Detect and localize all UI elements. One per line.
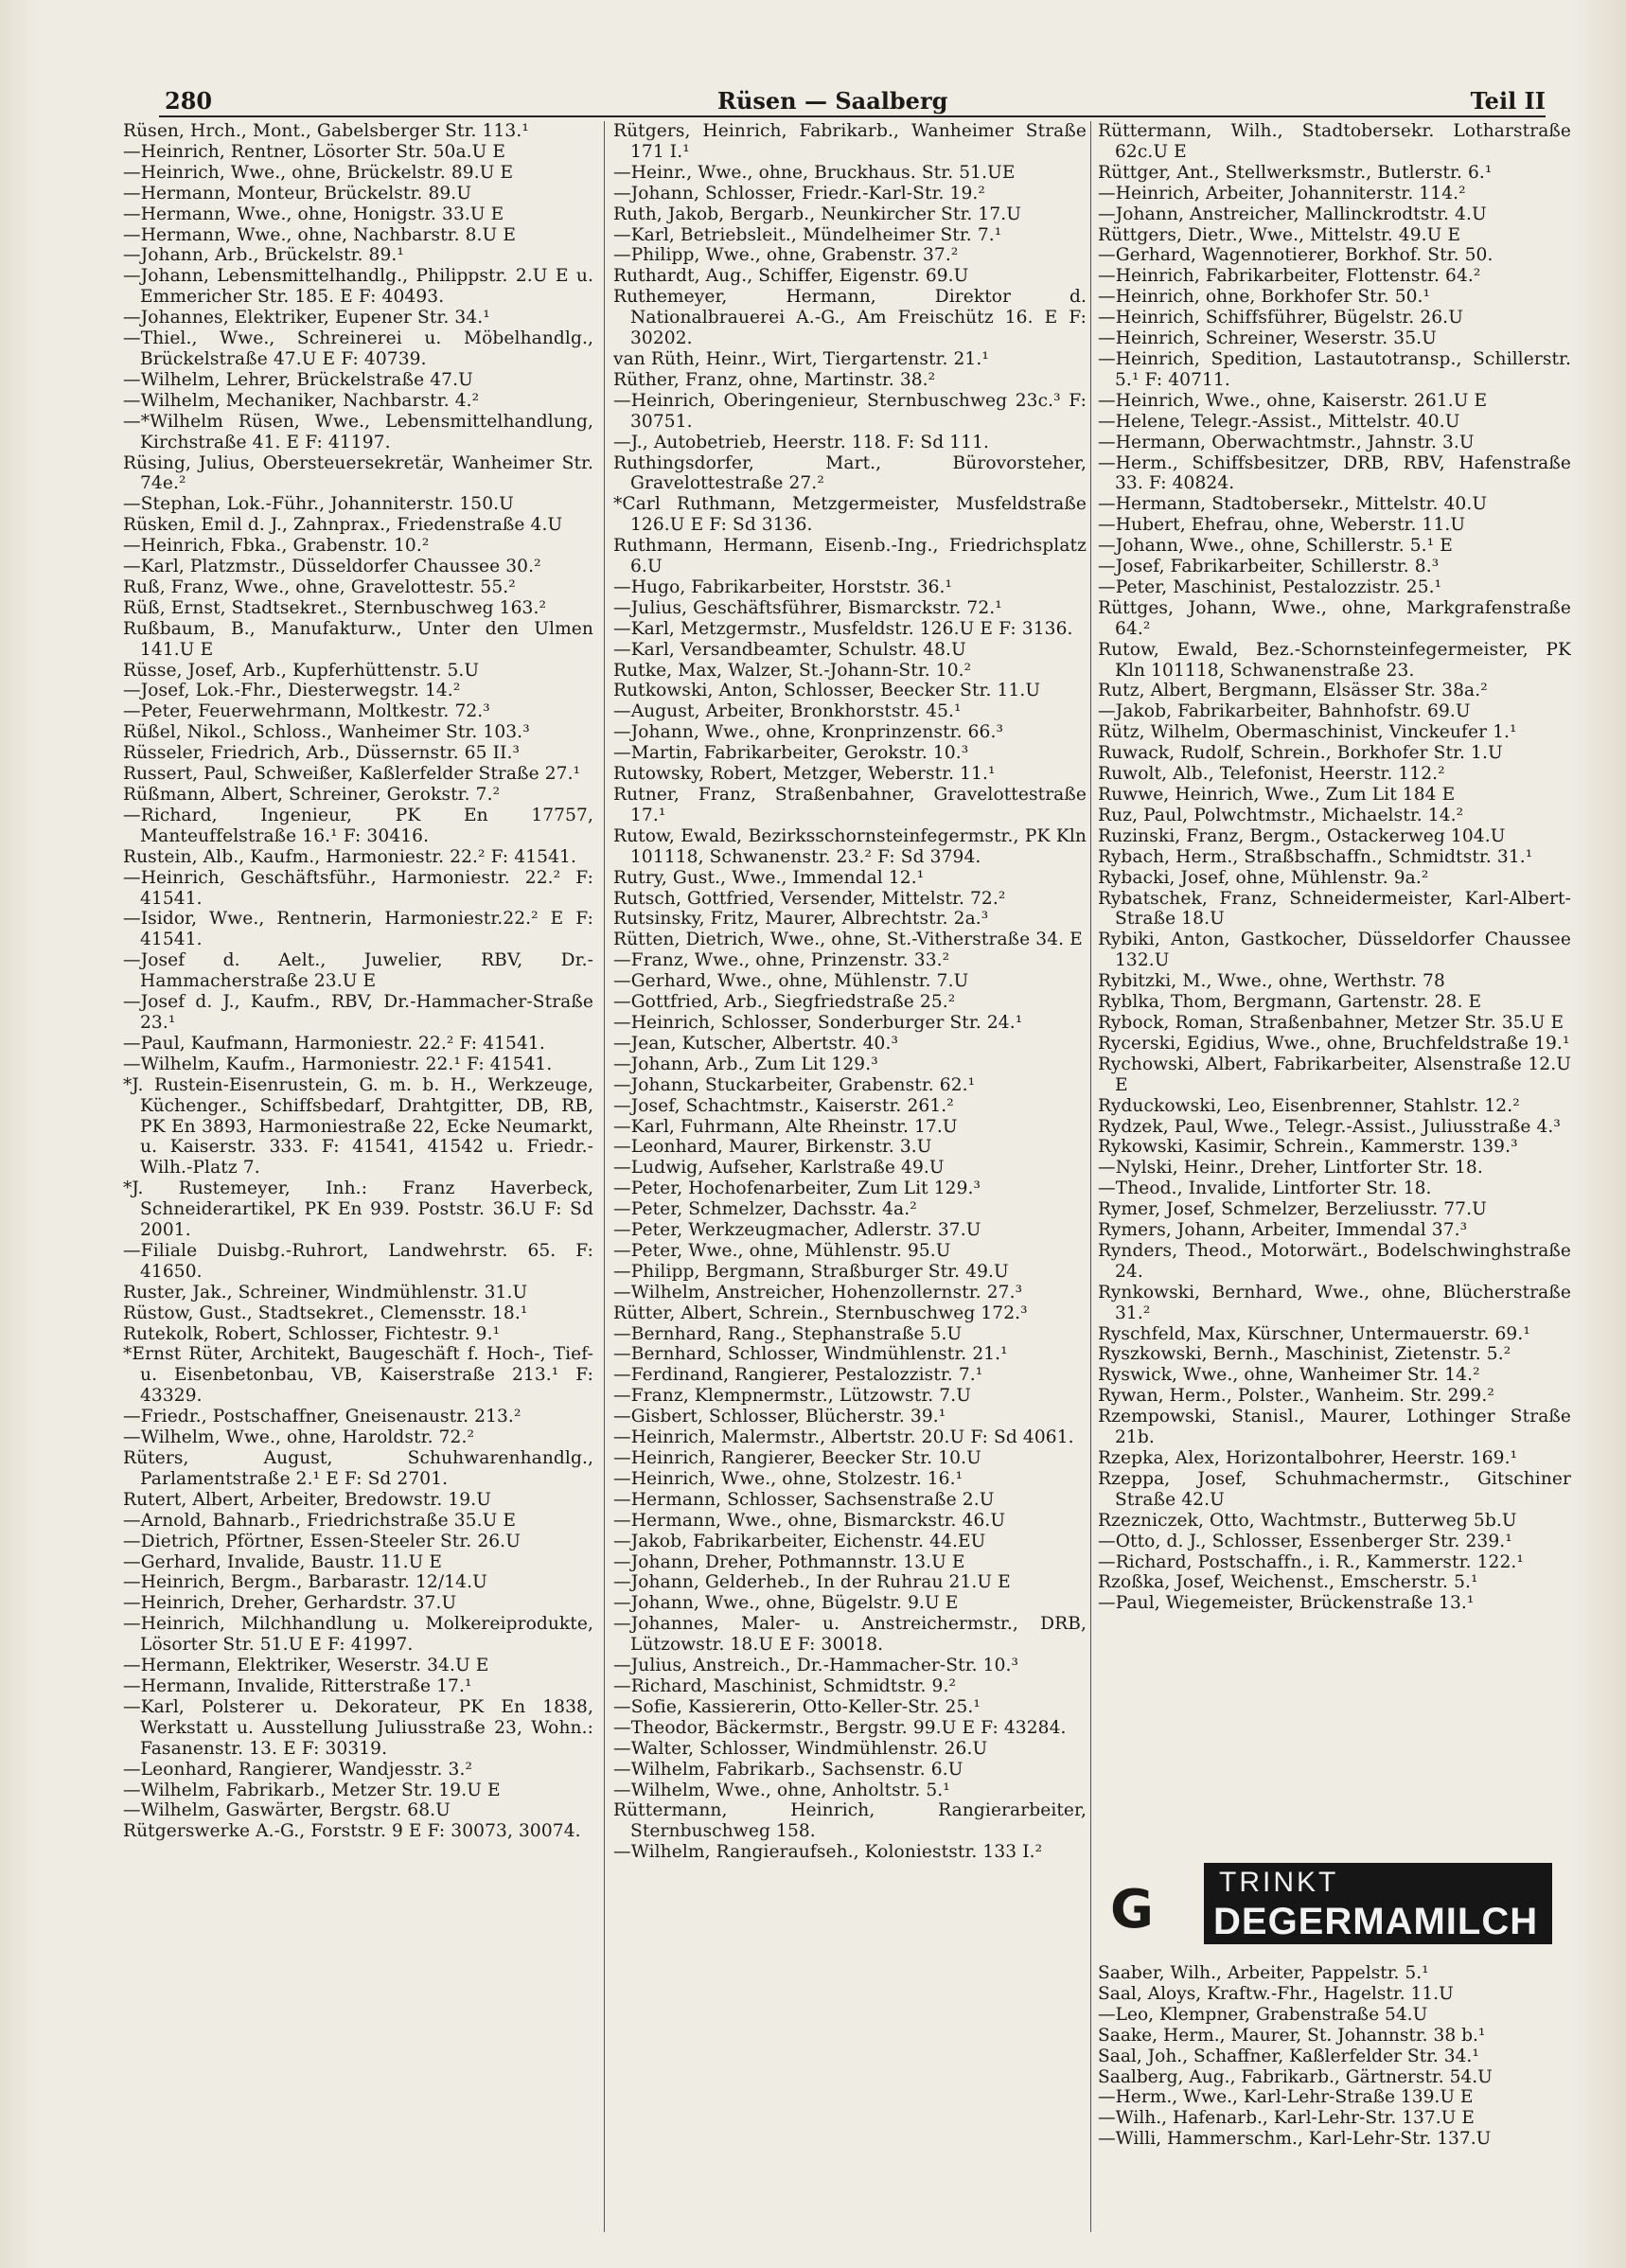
directory-entry: Ruwolt, Alb., Telefonist, Heerstr. 112.²	[1098, 764, 1445, 785]
directory-entry: Ruthmann, Hermann, Eisenb.-Ing., Friedrichsplatz 6.U	[613, 536, 1087, 577]
ad-line-2: DEGERMAMILCH	[1213, 1901, 1539, 1942]
directory-entry: —Arnold, Bahnarb., Friedrichstraße 35.U E	[123, 1510, 517, 1531]
directory-entry: Ryblka, Thom, Bergmann, Gartenstr. 28. E	[1098, 992, 1482, 1013]
directory-entry: —Jakob, Fabrikarbeiter, Bahnhofstr. 69.U	[1098, 701, 1471, 722]
directory-entry: —Wilhelm, Mechaniker, Nachbarstr. 4.²	[123, 390, 480, 411]
directory-entry: Ruthardt, Aug., Schiffer, Eigenstr. 69.U	[613, 266, 969, 287]
directory-entry: *Ernst Rüter, Architekt, Baugeschäft f. Hoch-, Tief- u. Eisenbetonbau, VB, Kaiserstraße 213.¹ F: 43329.	[123, 1344, 593, 1407]
directory-entry: —Johann, Gelderheb., In der Ruhrau 21.U E	[613, 1572, 1011, 1593]
directory-entry: Rynkowski, Bernhard, Wwe., ohne, Blücherstraße 31.²	[1098, 1282, 1571, 1323]
directory-entry: —Paul, Wiegemeister, Brückenstraße 13.¹	[1098, 1593, 1475, 1614]
directory-entry: Rutry, Gust., Wwe., Immendal 12.¹	[613, 867, 925, 888]
directory-entry: Ryszkowski, Bernh., Maschinist, Zietenstr. 5.²	[1098, 1344, 1511, 1365]
directory-entry: Rzeppa, Josef, Schuhmachermstr., Gitschiner Straße 42.U	[1098, 1468, 1571, 1510]
directory-entry: —Peter, Wwe., ohne, Mühlenstr. 95.U	[613, 1240, 951, 1261]
directory-entry: Rutsinsky, Fritz, Maurer, Albrechtstr. 2a.³	[613, 909, 989, 930]
directory-entry: Rutow, Ewald, Bezirksschornsteinfegermstr., PK Kln 101118, Schwanenstr. 23.² F: Sd 3794.	[613, 825, 1087, 867]
directory-entry: —Heinrich, ohne, Borkhofer Str. 50.¹	[1098, 287, 1431, 308]
directory-entry: Rybitzki, M., Wwe., ohne, Werthstr. 78	[1098, 971, 1445, 992]
directory-entry: Rutsch, Gottfried, Versender, Mittelstr. 72.²	[613, 888, 1006, 909]
directory-entry: —Heinrich, Schlosser, Sonderburger Str. 24.¹	[613, 1012, 1023, 1033]
directory-entry: —Heinrich, Rangierer, Beecker Str. 10.U	[613, 1448, 981, 1468]
directory-entry: —Bernhard, Rang., Stephanstraße 5.U	[613, 1323, 963, 1344]
ad-logo-icon: G	[1110, 1879, 1154, 1940]
directory-entry: —Martin, Fabrikarbeiter, Gerokstr. 10.³	[613, 743, 969, 764]
directory-entry: —Hermann, Oberwachtmstr., Jahnstr. 3.U	[1098, 432, 1475, 452]
directory-entry: —Karl, Versandbeamter, Schulstr. 48.U	[613, 639, 966, 660]
directory-entry: —Willi, Hammerschm., Karl-Lehr-Str. 137.U	[1098, 2129, 1492, 2150]
directory-entry: —Heinrich, Rentner, Lösorter Str. 50a.U E	[123, 141, 506, 162]
directory-entry: —Filiale Duisbg.-Ruhrort, Landwehrstr. 65. F: 41650.	[123, 1240, 593, 1282]
directory-entry: —Heinrich, Oberingenieur, Sternbuschweg 23c.³ F: 30751.	[613, 390, 1087, 432]
column-3-tail	[1098, 1963, 1571, 2150]
directory-entry: —Julius, Anstreich., Dr.-Hammacher-Str. 10.³	[613, 1656, 1019, 1676]
directory-entry: —Johann, Arb., Brückelstr. 89.¹	[123, 245, 404, 266]
directory-entry: Saal, Joh., Schaffner, Kaßlerfelder Str. 34.¹	[1098, 2046, 1479, 2066]
directory-entry: —Jean, Kutscher, Albertstr. 40.³	[613, 1033, 899, 1054]
directory-entry: —Peter, Hochofenarbeiter, Zum Lit 129.³	[613, 1178, 981, 1199]
directory-entry: Rutz, Albert, Bergmann, Elsässer Str. 38a.²	[1098, 681, 1488, 701]
directory-entry: Rüßmann, Albert, Schreiner, Gerokstr. 7.²	[123, 785, 501, 805]
directory-entry: *Carl Ruthmann, Metzgermeister, Musfeldstraße 126.U E F: Sd 3136.	[613, 494, 1087, 536]
directory-entry: Rüsing, Julius, Obersteuersekretär, Wanheimer Str. 74e.²	[123, 452, 593, 494]
directory-entry: —Heinrich, Milchhandlung u. Molkereiprodukte, Lösorter Str. 51.U E F: 41997.	[123, 1614, 593, 1656]
directory-entry: —Jakob, Fabrikarbeiter, Eichenstr. 44.EU	[613, 1531, 986, 1551]
directory-entry: —Johannes, Maler- u. Anstreichermstr., DRB, Lützowstr. 18.U E F: 30018.	[613, 1614, 1087, 1656]
directory-entry: Ryschfeld, Max, Kürschner, Untermauerstr. 69.¹	[1098, 1323, 1530, 1344]
directory-entry: Rütgers, Heinrich, Fabrikarb., Wanheimer Straße 171 I.¹	[613, 121, 1087, 162]
directory-entry: —Leo, Klempner, Grabenstraße 54.U	[1098, 2004, 1428, 2025]
directory-entry: —Gerhard, Wagennotierer, Borkhof. Str. 50.	[1098, 245, 1493, 266]
directory-entry: —Thiel., Wwe., Schreinerei u. Möbelhandlg., Brückelstraße 47.U E F: 40739.	[123, 328, 593, 369]
directory-entry: Rzoßka, Josef, Weichenst., Emscherstr. 5.¹	[1098, 1572, 1478, 1593]
directory-entry: —Heinrich, Wwe., ohne, Brückelstr. 89.U E	[123, 162, 514, 183]
directory-entry: —Wilhelm, Kaufm., Harmoniestr. 22.¹ F: 41541.	[123, 1054, 553, 1074]
directory-entry: Rybock, Roman, Straßenbahner, Metzer Str. 35.U E	[1098, 1012, 1564, 1033]
directory-entry: —Hermann, Elektriker, Weserstr. 34.U E	[123, 1656, 489, 1676]
directory-entry: —Nylski, Heinr., Dreher, Lintforter Str. 18.	[1098, 1158, 1483, 1178]
directory-entry: —Josef d. J., Kaufm., RBV, Dr.-Hammacher-Straße 23.¹	[123, 992, 593, 1033]
directory-entry: Ruthemeyer, Hermann, Direktor d. Nationalbrauerei A.-G., Am Freischütz 16. E F: 30202.	[613, 287, 1087, 349]
directory-entry: —Johann, Anstreicher, Mallinckrodtstr. 4.U	[1098, 204, 1487, 224]
directory-entry: —Theod., Invalide, Lintforter Str. 18.	[1098, 1178, 1432, 1199]
directory-entry: —Wilhelm, Wwe., ohne, Haroldstr. 72.²	[123, 1427, 475, 1448]
directory-entry: —Franz, Klempnermstr., Lützowstr. 7.U	[613, 1386, 972, 1407]
directory-entry: —Wilhelm, Gaswärter, Bergstr. 68.U	[123, 1800, 451, 1821]
directory-entry: —Johann, Wwe., ohne, Kronprinzenstr. 66.³	[613, 722, 1004, 743]
directory-entry: —Wilhelm, Fabrikarb., Sachsenstr. 6.U	[613, 1759, 963, 1780]
directory-entry: —Gerhard, Invalide, Baustr. 11.U E	[123, 1551, 443, 1572]
directory-entry: —Herm., Wwe., Karl-Lehr-Straße 139.U E	[1098, 2087, 1474, 2108]
directory-entry: Rutow, Ewald, Bez.-Schornsteinfegermeister, PK Kln 101118, Schwanenstraße 23.	[1098, 639, 1571, 681]
directory-entry: —Richard, Maschinist, Schmidtstr. 9.²	[613, 1675, 957, 1696]
page-range: Rüsen — Saalberg	[717, 87, 948, 115]
directory-entry: —Paul, Kaufmann, Harmoniestr. 22.² F: 41541.	[123, 1033, 545, 1054]
directory-entry: —Sofie, Kassiererin, Otto-Keller-Str. 25.¹	[613, 1696, 981, 1717]
directory-entry: —Hermann, Invalide, Ritterstraße 17.¹	[123, 1675, 472, 1696]
column-1	[123, 121, 593, 2232]
directory-entry: —Ferdinand, Rangierer, Pestalozzistr. 7.¹	[613, 1365, 983, 1386]
directory-entry: Rütgerswerke A.-G., Forststr. 9 E F: 30073, 30074.	[123, 1821, 581, 1842]
directory-entry: Rütter, Albert, Schrein., Sternbuschweg 172.³	[613, 1302, 1028, 1323]
directory-entry: —Helene, Telegr.-Assist., Mittelstr. 40.U	[1098, 411, 1460, 432]
directory-entry: Rüsken, Emil d. J., Zahnprax., Friedenstraße 4.U	[123, 515, 563, 536]
directory-entry: —Wilhelm, Rangieraufseh., Kolonieststr. 133 I.²	[613, 1842, 1043, 1863]
directory-entry: Rutner, Franz, Straßenbahner, Gravelottestraße 17.¹	[613, 785, 1087, 825]
directory-entry: —Philipp, Wwe., ohne, Grabenstr. 37.²	[613, 245, 959, 266]
directory-entry: —Heinrich, Bergm., Barbarastr. 12/14.U	[123, 1572, 487, 1593]
directory-entry: —Philipp, Bergmann, Straßburger Str. 49.U	[613, 1261, 1009, 1282]
directory-entry: *J. Rustemeyer, Inh.: Franz Haverbeck, Schneiderartikel, PK En 939. Poststr. 36.U F: Sd 2001.	[123, 1178, 593, 1241]
directory-entry: —*Wilhelm Rüsen, Wwe., Lebensmittelhandlung, Kirchstraße 41. E F: 41197.	[123, 411, 593, 452]
directory-entry: —Leonhard, Rangierer, Wandjesstr. 3.²	[123, 1759, 473, 1780]
directory-entry: —Wilhelm, Wwe., ohne, Anholtstr. 5.¹	[613, 1780, 950, 1800]
directory-entry: —Walter, Schlosser, Windmühlenstr. 26.U	[613, 1738, 988, 1759]
directory-entry: —Johann, Dreher, Pothmannstr. 13.U E	[613, 1551, 965, 1572]
directory-entry: —Josef, Schachtmstr., Kaiserstr. 261.²	[613, 1095, 954, 1116]
directory-entry: —Karl, Metzgermstr., Musfeldstr. 126.U E F: 3136.	[613, 618, 1073, 639]
directory-entry: —Heinrich, Schreiner, Weserstr. 35.U	[1098, 328, 1437, 349]
directory-entry: —Theodor, Bäckermstr., Bergstr. 99.U E F: 43284.	[613, 1717, 1067, 1738]
directory-entry: —Karl, Platzmstr., Düsseldorfer Chaussee 30.²	[123, 557, 541, 577]
directory-entry: Ruß, Franz, Wwe., ohne, Gravelottestr. 55.²	[123, 576, 516, 597]
directory-entry: —Karl, Polsterer u. Dekorateur, PK En 1838, Werkstatt u. Ausstellung Juliusstraße 23, Wohn.: Fasanenstr. 13. E F: 30319.	[123, 1696, 593, 1759]
directory-entry: —Heinrich, Wwe., ohne, Stolzestr. 16.¹	[613, 1468, 963, 1489]
directory-entry: —Hermann, Schlosser, Sachsenstraße 2.U	[613, 1489, 995, 1510]
directory-entry: Ryduckowski, Leo, Eisenbrenner, Stahlstr. 12.²	[1098, 1095, 1520, 1116]
directory-entry: —Hermann, Wwe., ohne, Bismarckstr. 46.U	[613, 1510, 1006, 1531]
directory-entry: Rüttgers, Dietr., Wwe., Mittelstr. 49.U E	[1098, 224, 1461, 245]
directory-entry: Ruz, Paul, Polwchtmstr., Michaelstr. 14.²	[1098, 805, 1464, 825]
directory-entry: Rybacki, Josef, ohne, Mühlenstr. 9a.²	[1098, 867, 1429, 888]
directory-entry: Rüters, August, Schuhwarenhandlg., Parlamentstraße 2.¹ E F: Sd 2701.	[123, 1448, 593, 1489]
directory-entry: —Heinrich, Geschäftsführ., Harmoniestr. 22.² F: 41541.	[123, 867, 593, 909]
page-number: 280	[165, 87, 213, 115]
directory-entry: —Gottfried, Arb., Siegfriedstraße 25.²	[613, 992, 956, 1013]
directory-entry: —Peter, Schmelzer, Dachsstr. 4a.²	[613, 1199, 917, 1220]
directory-entry: —Karl, Betriebsleit., Mündelheimer Str. 7.¹	[613, 224, 1002, 245]
directory-entry: —August, Arbeiter, Bronkhorststr. 45.¹	[613, 701, 962, 722]
directory-entry: —Peter, Werkzeugmacher, Adlerstr. 37.U	[613, 1220, 981, 1241]
directory-entry: Rutkowski, Anton, Schlosser, Beecker Str. 11.U	[613, 681, 1041, 701]
directory-entry: —Johannes, Elektriker, Eupener Str. 34.¹	[123, 308, 490, 328]
directory-entry: —Hermann, Stadtobersekr., Mittelstr. 40.U	[1098, 494, 1488, 515]
directory-entry: Rüttermann, Heinrich, Rangierarbeiter, Sternbuschweg 158.	[613, 1800, 1087, 1842]
degermamilch-ad	[1098, 1863, 1552, 1946]
directory-entry: Saalberg, Aug., Fabrikarb., Gärtnerstr. 54.U	[1098, 2066, 1493, 2087]
directory-entry: —Johann, Schlosser, Friedr.-Karl-Str. 19.²	[613, 183, 985, 204]
directory-entry: —Johann, Stuckarbeiter, Grabenstr. 62.¹	[613, 1074, 976, 1095]
directory-entry: —Heinr., Wwe., ohne, Bruckhaus. Str. 51.UE	[613, 162, 1016, 183]
directory-entry: —Bernhard, Schlosser, Windmühlenstr. 21.¹	[613, 1344, 1008, 1365]
directory-entry: —Gerhard, Wwe., ohne, Mühlenstr. 7.U	[613, 971, 969, 992]
directory-entry: —Heinrich, Wwe., ohne, Kaiserstr. 261.U E	[1098, 390, 1488, 411]
directory-entry: —Johann, Lebensmittelhandlg., Philippstr. 2.U E u. Emmericher Str. 185. E F: 40493.	[123, 266, 593, 308]
directory-entry: —Karl, Fuhrmann, Alte Rheinstr. 17.U	[613, 1116, 958, 1137]
page-part: Teil II	[1470, 87, 1546, 115]
directory-entry: Rybach, Herm., Straßbschaffn., Schmidtstr. 31.¹	[1098, 846, 1533, 867]
directory-entry: —Heinrich, Dreher, Gerhardstr. 37.U	[123, 1593, 457, 1614]
directory-entry: Rymer, Josef, Schmelzer, Berzeliusstr. 77.U	[1098, 1199, 1487, 1220]
directory-entry: Rutert, Albert, Arbeiter, Bredowstr. 19.U	[123, 1489, 491, 1510]
directory-entry: Rüßel, Nikol., Schloss., Wanheimer Str. 103.³	[123, 722, 530, 743]
directory-entry: —Wilhelm, Fabrikarb., Metzer Str. 19.U E	[123, 1780, 501, 1800]
directory-entry: —Hermann, Monteur, Brückelstr. 89.U	[123, 183, 472, 204]
directory-entry: Ruzinski, Franz, Bergm., Ostackerweg 104.U	[1098, 825, 1506, 846]
directory-entry: Rywan, Herm., Polster., Wanheim. Str. 299.²	[1098, 1386, 1494, 1407]
directory-entry: —Heinrich, Fabrikarbeiter, Flottenstr. 64.²	[1098, 266, 1481, 287]
directory-entry: Ruwack, Rudolf, Schrein., Borkhofer Str. 1.U	[1098, 743, 1503, 764]
directory-entry: Rüß, Ernst, Stadtsekret., Sternbuschweg 163.²	[123, 597, 547, 618]
page-header	[159, 87, 1546, 119]
directory-entry: Ryswick, Wwe., ohne, Wanheimer Str. 14.²	[1098, 1365, 1480, 1386]
directory-entry: Ruwwe, Heinrich, Wwe., Zum Lit 184 E	[1098, 785, 1456, 805]
directory-entry: —Wilh., Hafenarb., Karl-Lehr-Str. 137.U E	[1098, 2108, 1475, 2129]
directory-entry: Rüsse, Josef, Arb., Kupferhüttenstr. 5.U	[123, 660, 480, 681]
directory-entry: Rüttges, Johann, Wwe., ohne, Markgrafenstraße 64.²	[1098, 597, 1571, 639]
directory-entry: —Hubert, Ehefrau, ohne, Weberstr. 11.U	[1098, 515, 1466, 536]
directory-entry: —Hermann, Wwe., ohne, Honigstr. 33.U E	[123, 204, 504, 224]
directory-entry: Rüttger, Ant., Stellwerksmstr., Butlerstr. 6.¹	[1098, 162, 1493, 183]
directory-entry: —Hermann, Wwe., ohne, Nachbarstr. 8.U E	[123, 224, 517, 245]
directory-entry: Rüstow, Gust., Stadtsekret., Clemensstr. 18.¹	[123, 1302, 528, 1323]
directory-entry: Rydzek, Paul, Wwe., Telegr.-Assist., Juliusstraße 4.³	[1098, 1116, 1561, 1137]
directory-entry: —Leonhard, Maurer, Birkenstr. 3.U	[613, 1137, 932, 1158]
directory-entry: —Franz, Wwe., ohne, Prinzenstr. 33.²	[613, 950, 950, 971]
directory-entry: —Herm., Schiffsbesitzer, DRB, RBV, Hafenstraße 33. F: 40824.	[1098, 452, 1571, 494]
directory-entry: —Julius, Geschäftsführer, Bismarckstr. 72.¹	[613, 597, 1002, 618]
directory-entry: —Peter, Feuerwehrmann, Moltkestr. 72.³	[123, 701, 490, 722]
directory-entry: —J., Autobetrieb, Heerstr. 118. F: Sd 111.	[613, 432, 990, 452]
directory-entry: —Wilhelm, Anstreicher, Hohenzollernstr. 27.³	[613, 1282, 1023, 1302]
column-3	[1098, 121, 1571, 1853]
directory-entry: Saake, Herm., Maurer, St. Johannstr. 38 b.¹	[1098, 2025, 1486, 2046]
directory-entry: Rybiki, Anton, Gastkocher, Düsseldorfer Chaussee 132.U	[1098, 930, 1571, 971]
directory-entry: Rutke, Max, Walzer, St.-Johann-Str. 10.²	[613, 660, 972, 681]
directory-entry: Rynders, Theod., Motorwärt., Bodelschwinghstraße 24.	[1098, 1240, 1571, 1282]
directory-entry: —Josef, Fabrikarbeiter, Schillerstr. 8.³	[1098, 557, 1440, 577]
directory-entry: Rzempowski, Stanisl., Maurer, Lothinger Straße 21b.	[1098, 1407, 1571, 1448]
directory-entry: Saaber, Wilh., Arbeiter, Pappelstr. 5.¹	[1098, 1963, 1429, 1983]
directory-entry: Rybatschek, Franz, Schneidermeister, Karl-Albert-Straße 18.U	[1098, 888, 1571, 930]
directory-entry: Rüsseler, Friedrich, Arb., Düssernstr. 65 II.³	[123, 743, 521, 764]
directory-entry: Rutowsky, Robert, Metzger, Weberstr. 11.¹	[613, 764, 996, 785]
directory-entry: —Peter, Maschinist, Pestalozzistr. 25.¹	[1098, 576, 1442, 597]
directory-entry: Rustein, Alb., Kaufm., Harmoniestr. 22.² F: 41541.	[123, 846, 576, 867]
directory-entry: Rzezniczek, Otto, Wachtmstr., Butterweg 5b.U	[1098, 1510, 1517, 1531]
directory-entry: Rüttermann, Wilh., Stadtobersekr. Lotharstraße 62c.U E	[1098, 121, 1571, 162]
header-rule	[159, 115, 1546, 117]
directory-entry: Rzepka, Alex, Horizontalbohrer, Heerstr. 169.¹	[1098, 1448, 1518, 1468]
directory-entry: —Wilhelm, Lehrer, Brückelstraße 47.U	[123, 369, 473, 390]
directory-entry: Rycerski, Egidius, Wwe., ohne, Bruchfeldstraße 19.¹	[1098, 1033, 1570, 1054]
column-divider	[1090, 121, 1091, 2232]
directory-entry: Russert, Paul, Schweißer, Kaßlerfelder Straße 27.¹	[123, 764, 581, 785]
directory-entry: Rychowski, Albert, Fabrikarbeiter, Alsenstraße 12.U E	[1098, 1054, 1571, 1095]
directory-entry: Ruth, Jakob, Bergarb., Neunkircher Str. 17.U	[613, 204, 1022, 224]
directory-entry: —Heinrich, Fbka., Grabenstr. 10.²	[123, 536, 430, 557]
directory-entry: —Heinrich, Malermstr., Albertstr. 20.U F: Sd 4061.	[613, 1427, 1074, 1448]
directory-entry: *J. Rustein-Eisenrustein, G. m. b. H., Werkzeuge, Küchenger., Schiffsbedarf, Drahtgitter, DB, RB, PK En 3893, Harmoniestraße 22, Ecke Neumarkt, u. Kaiserstr. 333. F: 41541, 41542 u. Friedr.-Wilh.-Platz 7.	[123, 1074, 593, 1178]
directory-entry: —Ludwig, Aufseher, Karlstraße 49.U	[613, 1158, 945, 1178]
ad-line-1: TRINKT	[1219, 1867, 1339, 1898]
directory-entry: —Hugo, Fabrikarbeiter, Horststr. 36.¹	[613, 576, 953, 597]
directory-entry: Ruster, Jak., Schreiner, Windmühlenstr. 31.U	[123, 1282, 528, 1302]
directory-entry: Rüsen, Hrch., Mont., Gabelsberger Str. 113.¹	[123, 121, 529, 141]
directory-entry: Rütten, Dietrich, Wwe., ohne, St.-Vitherstraße 34. E	[613, 930, 1083, 950]
column-2	[613, 121, 1087, 2232]
directory-entry: Saal, Aloys, Kraftw.-Fhr., Hagelstr. 11.U	[1098, 1983, 1454, 2004]
directory-entry: —Otto, d. J., Schlosser, Essenberger Str. 239.¹	[1098, 1531, 1512, 1551]
directory-entry: —Johann, Arb., Zum Lit 129.³	[613, 1054, 878, 1074]
directory-entry: —Josef d. Aelt., Juwelier, RBV, Dr.-Hammacherstraße 23.U E	[123, 950, 593, 992]
column-divider	[604, 121, 605, 2232]
directory-entry: Rütz, Wilhelm, Obermaschinist, Vinckeufer 1.¹	[1098, 722, 1517, 743]
directory-entry: Rutekolk, Robert, Schlosser, Fichtestr. 9.¹	[123, 1323, 501, 1344]
directory-entry: Rüther, Franz, ohne, Martinstr. 38.²	[613, 369, 936, 390]
directory-entry: —Gisbert, Schlosser, Blücherstr. 39.¹	[613, 1407, 946, 1427]
directory-entry: Ruthingsdorfer, Mart., Bürovorsteher, Gravelottestraße 27.²	[613, 452, 1087, 494]
directory-entry: —Richard, Postschaffn., i. R., Kammerstr. 122.¹	[1098, 1551, 1524, 1572]
directory-entry: —Johann, Wwe., ohne, Schillerstr. 5.¹ E	[1098, 536, 1453, 557]
directory-entry: —Johann, Wwe., ohne, Bügelstr. 9.U E	[613, 1593, 959, 1614]
directory-entry: Rykowski, Kasimir, Schrein., Kammerstr. 139.³	[1098, 1137, 1518, 1158]
directory-entry: —Stephan, Lok.-Führ., Johanniterstr. 150.U	[123, 494, 514, 515]
directory-entry: —Heinrich, Spedition, Lastautotransp., Schillerstr. 5.¹ F: 40711.	[1098, 348, 1571, 390]
directory-entry: —Richard, Ingenieur, PK En 17757, Manteuffelstraße 16.¹ F: 30416.	[123, 805, 593, 846]
directory-entry: —Heinrich, Arbeiter, Johanniterstr. 114.²	[1098, 183, 1466, 204]
directory-entry: van Rüth, Heinr., Wirt, Tiergartenstr. 21.¹	[613, 348, 989, 369]
ad-banner	[1204, 1863, 1552, 1944]
directory-entry: Rymers, Johann, Arbeiter, Immendal 37.³	[1098, 1220, 1468, 1241]
directory-entry: Rußbaum, B., Manufakturw., Unter den Ulmen 141.U E	[123, 618, 593, 660]
directory-entry: —Dietrich, Pförtner, Essen-Steeler Str. 26.U	[123, 1531, 521, 1551]
directory-entry: —Heinrich, Schiffsführer, Bügelstr. 26.U	[1098, 308, 1463, 328]
directory-entry: —Josef, Lok.-Fhr., Diesterwegstr. 14.²	[123, 681, 461, 701]
directory-entry: —Friedr., Postschaffner, Gneisenaustr. 213.²	[123, 1407, 521, 1427]
directory-entry: —Isidor, Wwe., Rentnerin, Harmoniestr.22.² E F: 41541.	[123, 909, 593, 950]
